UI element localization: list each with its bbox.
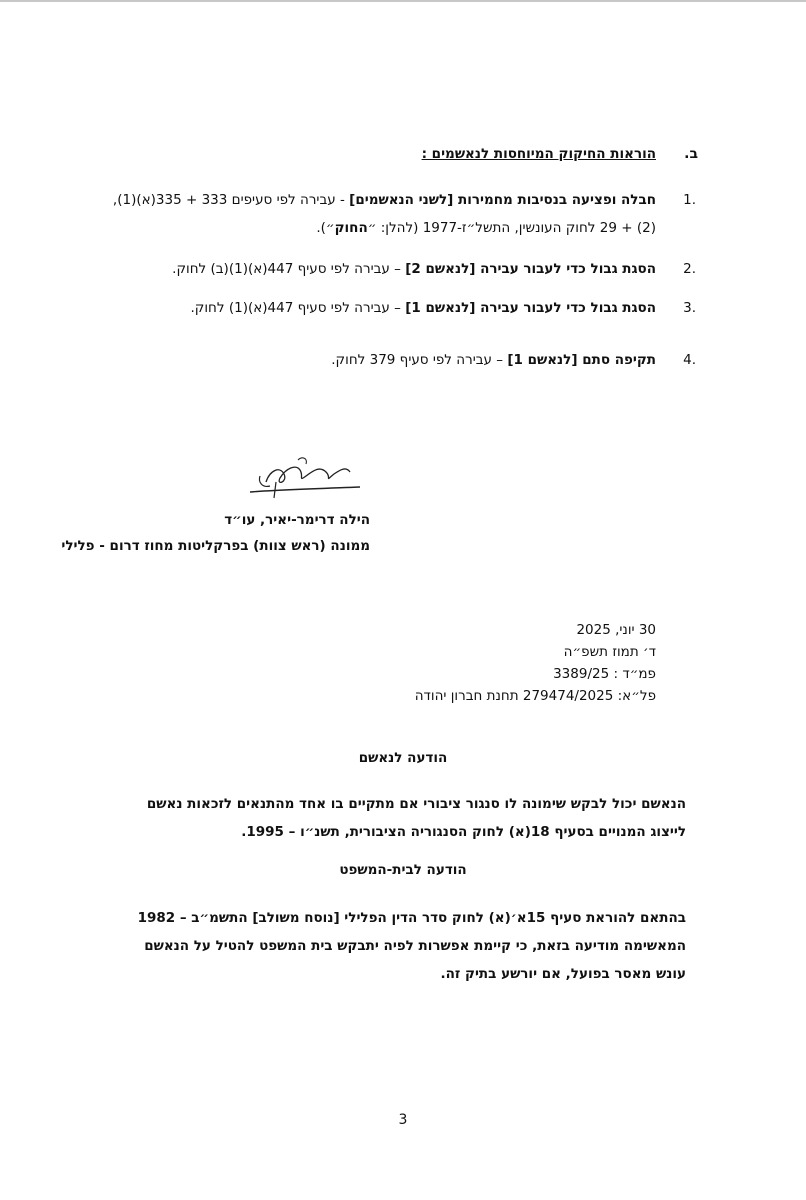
item-number: 1.	[683, 192, 696, 208]
signer-name: הילה דרימר-יאיר, עו״ד	[224, 512, 370, 528]
list-item	[108, 346, 696, 374]
item-text-end: ״).	[316, 220, 335, 236]
list-item	[108, 255, 696, 283]
notice-court-title-text: הודעה לבית-המשפט	[339, 862, 467, 878]
item-offense: הסגת גבול כדי לעבור עבירה [לנאשם 1]	[405, 300, 656, 316]
notice-accused-title	[0, 750, 806, 766]
item-number: 3.	[683, 300, 696, 316]
section-letter: ב.	[684, 146, 698, 162]
section-title: הוראות החיקוק המיוחסות לנאשמים :	[421, 146, 656, 162]
case-pla: פל״א: 279474/2025 תחנת חברון יהודה	[414, 688, 656, 704]
notice-court-body: בהתאם להוראת סעיף 15א׳(א) לחוק סדר הדין הפלילי [נוסח משולב] התשמ״ב – 1982 המאשימה מודיעה בזאת, כי קיימת אפשרות לפיה יתבקש בית המשפט להטיל על הנאשם עונש מאסר בפועל, אם יורשע בתיק זה.	[137, 910, 686, 982]
item-text: – עבירה לפי סעיף 447(א)(1)(ב) לחוק.	[172, 261, 406, 277]
item-number: 4.	[683, 352, 696, 368]
page-top-edge	[0, 0, 806, 2]
section-heading	[138, 146, 698, 168]
date-block	[415, 619, 656, 707]
item-offense: הסגת גבול כדי לעבור עבירה [לנאשם 2]	[405, 261, 656, 277]
page-number: 3	[398, 1112, 408, 1128]
handwritten-signature	[236, 452, 366, 502]
case-pamad: פמ״ד : 3389/25	[553, 666, 656, 682]
item-defined-term: החוק	[334, 220, 368, 236]
list-item	[108, 186, 696, 242]
signer-role: ממונה (ראש צוות) בפרקליטות מחוז דרום - פלילי	[61, 538, 370, 554]
list-item	[108, 294, 696, 322]
item-text: – עבירה לפי סעיף 447(א)(1) לחוק.	[190, 300, 406, 316]
item-text: – עבירה לפי סעיף 379 לחוק.	[331, 352, 508, 368]
item-offense: תקיפה סתם [לנאשם 1]	[507, 352, 656, 368]
item-offense: חבלה ופציעה בנסיבות מחמירות [לשני הנאשמים]	[349, 192, 656, 208]
date-hebrew: ד׳ תמוז תשפ״ה	[563, 644, 656, 660]
notice-accused-title-text: הודעה לנאשם	[358, 750, 448, 766]
item-text: - עבירה לפי סעיפים 333 + 335(א)(1),(2) + 29 לחוק העונשין, התשל״ז-1977 (להלן: ״	[112, 192, 656, 236]
item-number: 2.	[683, 261, 696, 277]
notice-accused-body: הנאשם יכול לבקש שימונה לו סנגור ציבורי אם מתקיים בו אחד מהתנאים לזכאות נאשם לייצוג המנויים בסעיף 18(א) לחוק הסנגוריה הציבורית, תשנ״ו – 1995.	[146, 796, 686, 840]
notice-court-title	[0, 862, 806, 878]
date-gregorian: 30 יוני, 2025	[576, 622, 656, 638]
